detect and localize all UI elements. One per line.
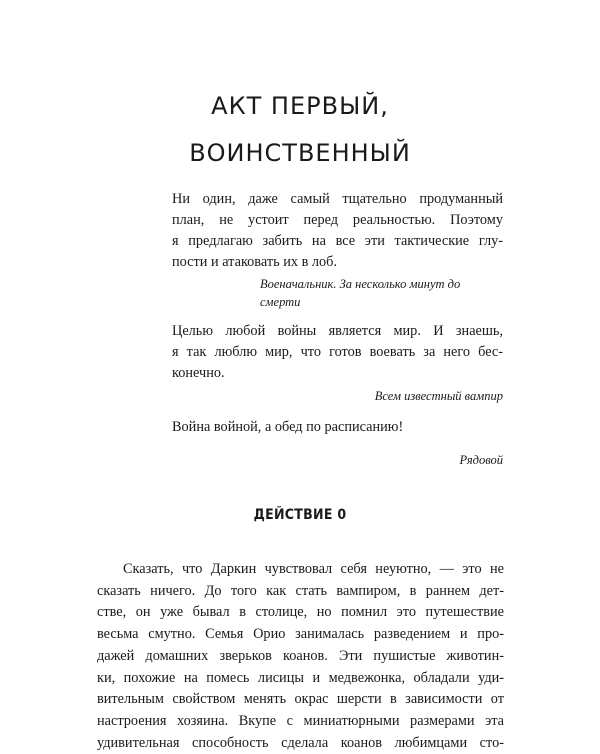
chapter-heading: ДЕЙСТВИЕ 0 <box>253 507 347 523</box>
epigraph-1-source-line: смерти <box>260 295 301 309</box>
epigraph-2-line: я так люблю мир, что готов воевать за него бес- <box>172 344 503 360</box>
epigraph-2-text <box>172 321 503 384</box>
epigraph-3-text <box>172 417 503 438</box>
epigraph-1-source-line: Военачальник. За несколько минут до <box>260 277 461 291</box>
body-line: весьма смутно. Семья Орио занималась разведением и про- <box>97 626 504 643</box>
epigraph-2-source <box>172 387 503 405</box>
epigraph-2-line: конечно. <box>172 365 225 381</box>
epigraph-1-line: я предлагаю забить на все эти тактические глу- <box>172 233 503 249</box>
epigraph-3-line: Война войной, а обед по расписанию! <box>172 419 404 435</box>
body-line: дажей домашних зверьков коанов. Эти пушистые животин- <box>97 647 504 664</box>
body-line: Сказать, что Даркин чувствовал себя неуютно, — это не <box>123 561 504 577</box>
body-line: настроения хозяина. Вкупе с миниатюрными размерами эта <box>97 712 504 729</box>
body-line: сказать ничего. До того как стать вампиром, в раннем дет- <box>97 582 504 599</box>
body-line: удивительная способность сделала коанов любимцами сто- <box>97 734 504 751</box>
epigraph-2-source-line: Всем известный вампир <box>374 389 503 403</box>
body-line: вительным свойством менять окрас шерсти в зависимости от <box>97 691 504 708</box>
act-title-line-2: ВОИНСТВЕННЫЙ <box>189 139 411 167</box>
epigraph-1-text <box>172 189 503 273</box>
epigraph-1-line: Ни один, даже самый тщательно продуманный <box>172 191 503 207</box>
body-line: ки, похожие на помесь лисицы и медвежонка, обладали уди- <box>97 669 504 686</box>
act-title-line-1: АКТ ПЕРВЫЙ, <box>211 92 389 120</box>
epigraph-2-line: Целью любой войны является мир. И знаешь, <box>172 323 503 339</box>
body-paragraph <box>97 559 504 754</box>
epigraph-1-line: пости и атаковать их в лоб. <box>172 254 338 270</box>
epigraph-3-source-line: Рядовой <box>459 453 503 467</box>
epigraph-3-source <box>172 451 503 469</box>
body-line: стве, он уже бывал в столице, но помнил это путешествие <box>97 604 504 621</box>
epigraph-1-line: план, не устоит перед реальностью. Поэтому <box>172 212 503 228</box>
epigraph-1-source <box>260 275 503 311</box>
